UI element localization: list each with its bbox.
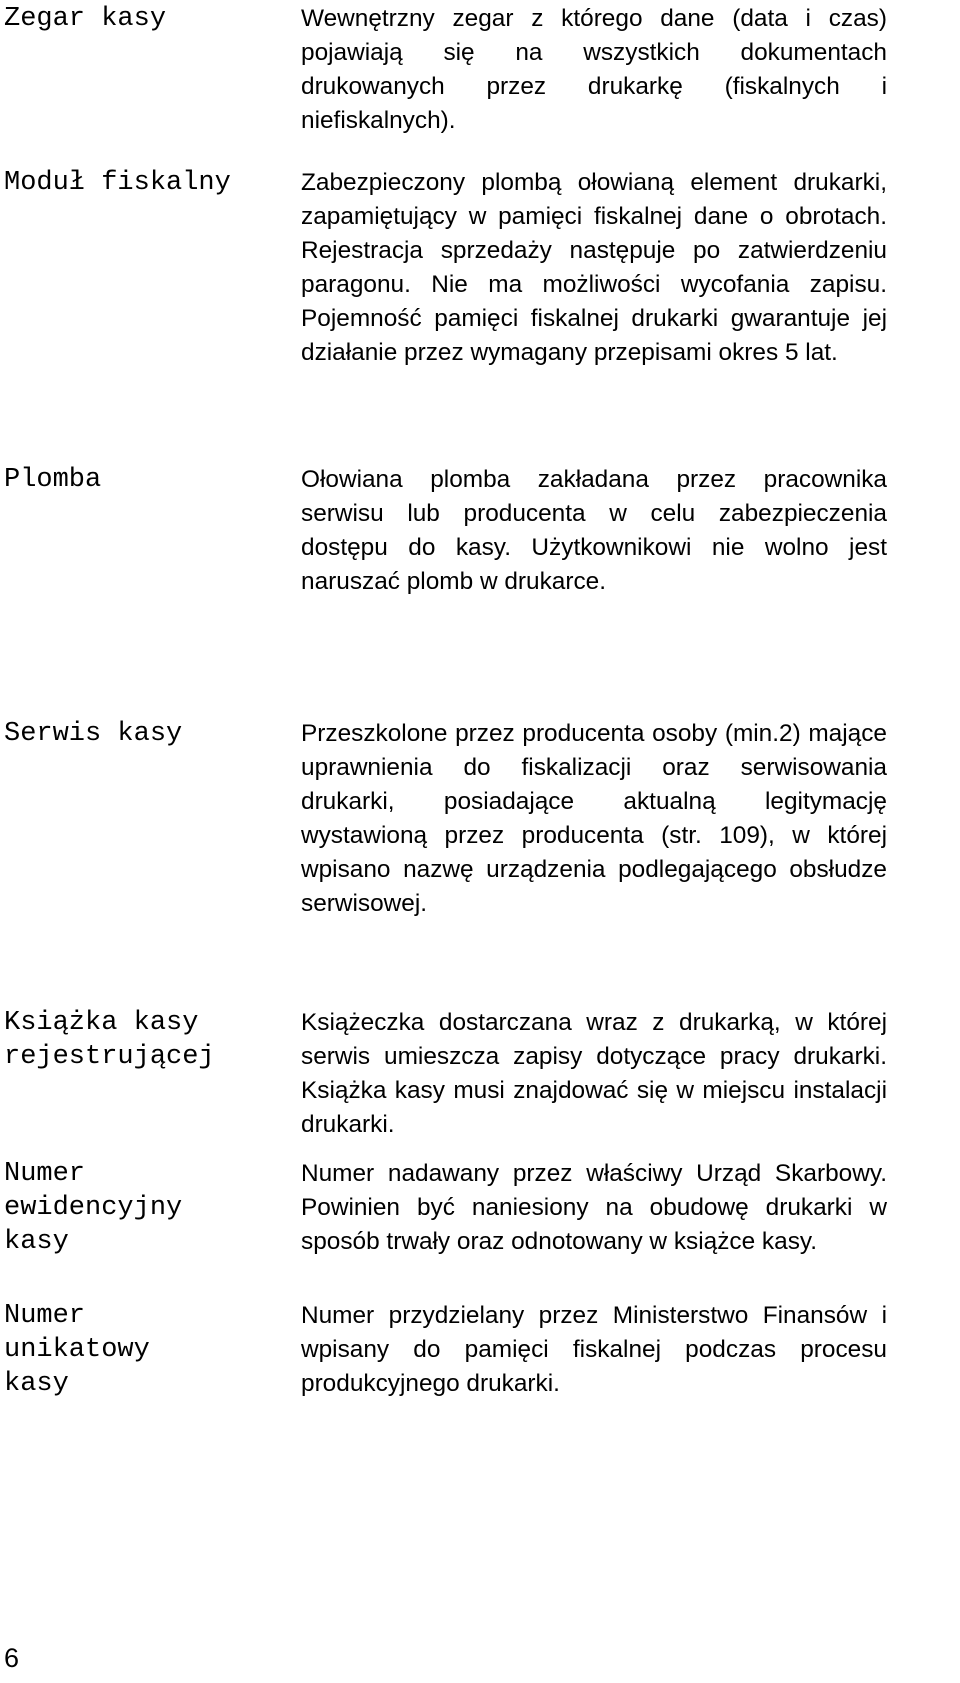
page-number: 6 [4,1643,20,1673]
glossary-definition: Ołowiana plomba zakładana przez pracownika serwisu lub producenta w celu zabezpieczenia dostępu do kasy. Użytkownikowi nie wolno jest naruszać plomb w drukarce. [301,466,887,595]
glossary-term: Zegar kasy [4,4,167,34]
glossary-term: Numer ewidencyjny kasy [4,1159,183,1257]
glossary-definition: Wewnętrzny zegar z którego dane (data i czas) pojawiają się na wszystkich dokumentach drukowanych przez drukarkę (fiskalnych i niefiskalnych). [301,5,887,134]
glossary-definition: Zabezpieczony plombą ołowianą element drukarki, zapamiętujący w pamięci fiskalnej dane o obrotach. Rejestracja sprzedaży następuje po zatwierdzeniu paragonu. Nie ma możliwości wycofania zapisu. Pojemność pamięci fiskalnej drukarki gwarantuje jej działanie przez wymagany przepisami okres 5 lat. [301,169,887,366]
glossary-term: Plomba [4,465,102,495]
glossary-term: Numer unikatowy kasy [4,1301,150,1399]
glossary-definition: Numer nadawany przez właściwy Urząd Skarbowy. Powinien być naniesiony na obudowę drukarki w sposób trwały oraz odnotowany w książce kasy. [301,1160,887,1255]
glossary-definition: Książeczka dostarczana wraz z drukarką, w której serwis umieszcza zapisy dotyczące pracy drukarki. Książka kasy musi znajdować się w miejscu instalacji drukarki. [301,1009,887,1138]
glossary-definition: Numer przydzielany przez Ministerstwo Finansów i wpisany do pamięci fiskalnej podczas procesu produkcyjnego drukarki. [301,1302,887,1397]
glossary-term: Moduł fiskalny [4,168,231,198]
glossary-term: Książka kasy rejestrującej [4,1008,215,1072]
glossary-definition: Przeszkolone przez producenta osoby (min.2) mające uprawnienia do fiskalizacji oraz serwisowania drukarki, posiadające aktualną legitymację wystawioną przez producenta (str. 109), w której wpisano nazwę urządzenia podlegającego obsłudze serwisowej. [301,720,887,917]
glossary-term: Serwis kasy [4,719,183,749]
